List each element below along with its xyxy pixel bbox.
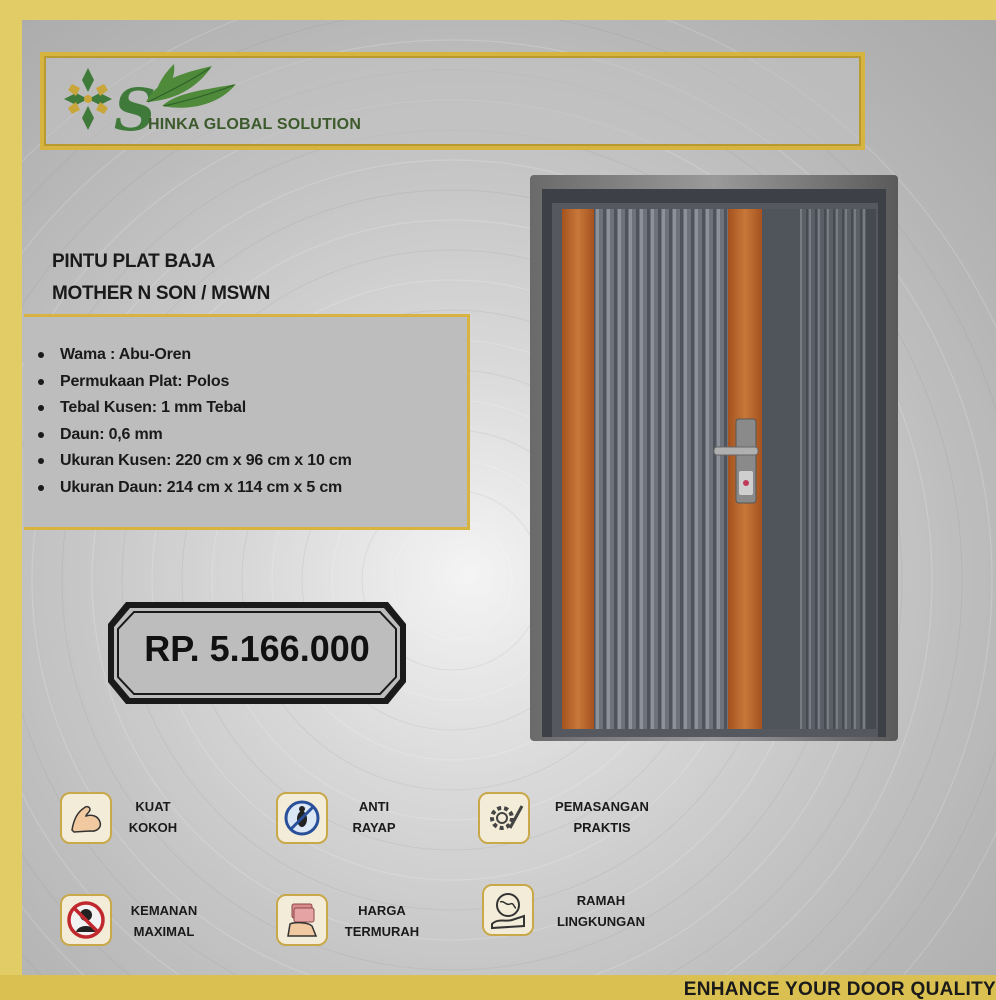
spec-item <box>34 395 352 422</box>
feature-label-line2: KOKOH <box>128 820 178 835</box>
product-title-line1: PINTU PLAT BAJA <box>52 251 215 272</box>
spec-text: Permukaan Plat: Polos <box>60 372 230 390</box>
spec-item <box>34 342 352 369</box>
muscle-arm-icon <box>60 792 112 844</box>
bullet-icon <box>38 405 44 411</box>
spec-item <box>34 475 352 502</box>
bullet-icon <box>38 458 44 464</box>
bullet-icon <box>38 352 44 358</box>
price-label: RP. 5.166.000 <box>144 628 370 669</box>
spec-text: Ukuran Daun: 214 cm x 114 cm x 5 cm <box>60 478 343 496</box>
feature-label-line1: HARGA <box>358 903 406 918</box>
steel-door-image <box>530 175 898 741</box>
feature-label-line2: RAYAP <box>352 820 396 835</box>
footer-tagline: ENHANCE YOUR DOOR QUALITY <box>683 979 996 1000</box>
feature-label-line2: MAXIMAL <box>133 924 195 939</box>
bullet-icon <box>38 485 44 491</box>
feature-label-line1: ANTI <box>358 799 390 814</box>
no-termite-icon <box>276 792 328 844</box>
feature-label-line1: RAMAH <box>576 893 626 908</box>
spec-text: Daun: 0,6 mm <box>60 425 163 443</box>
spec-text: Tebal Kusen: 1 mm Tebal <box>60 399 246 416</box>
gear-wrench-icon <box>478 792 530 844</box>
globe-hand-icon <box>482 884 534 936</box>
spec-item <box>34 369 352 396</box>
money-hand-icon <box>276 894 328 946</box>
feature-label-line1: KUAT <box>135 799 171 814</box>
spec-text: Ukuran Kusen: 220 cm x 96 cm x 10 cm <box>60 452 352 469</box>
bullet-icon <box>38 379 44 385</box>
no-thief-icon <box>60 894 112 946</box>
spec-item <box>34 422 352 449</box>
spec-text: Wama : Abu-Oren <box>60 346 191 363</box>
feature-label-line2: PRAKTIS <box>573 820 631 835</box>
product-title <box>52 246 270 310</box>
spec-list <box>34 342 352 501</box>
feature-label-line1: PEMASANGAN <box>555 799 649 814</box>
spec-item <box>34 448 352 475</box>
logo-initial: S <box>114 76 156 144</box>
brand-name: HINKA GLOBAL SOLUTION <box>148 116 362 133</box>
feature-label-line1: KEMANAN <box>130 903 198 918</box>
product-title-line2: MOTHER N SON / MSWN <box>52 283 271 304</box>
feature-label-line2: TERMURAH <box>344 924 420 939</box>
feature-label-line2: LINGKUNGAN <box>556 914 646 929</box>
bullet-icon <box>38 432 44 438</box>
